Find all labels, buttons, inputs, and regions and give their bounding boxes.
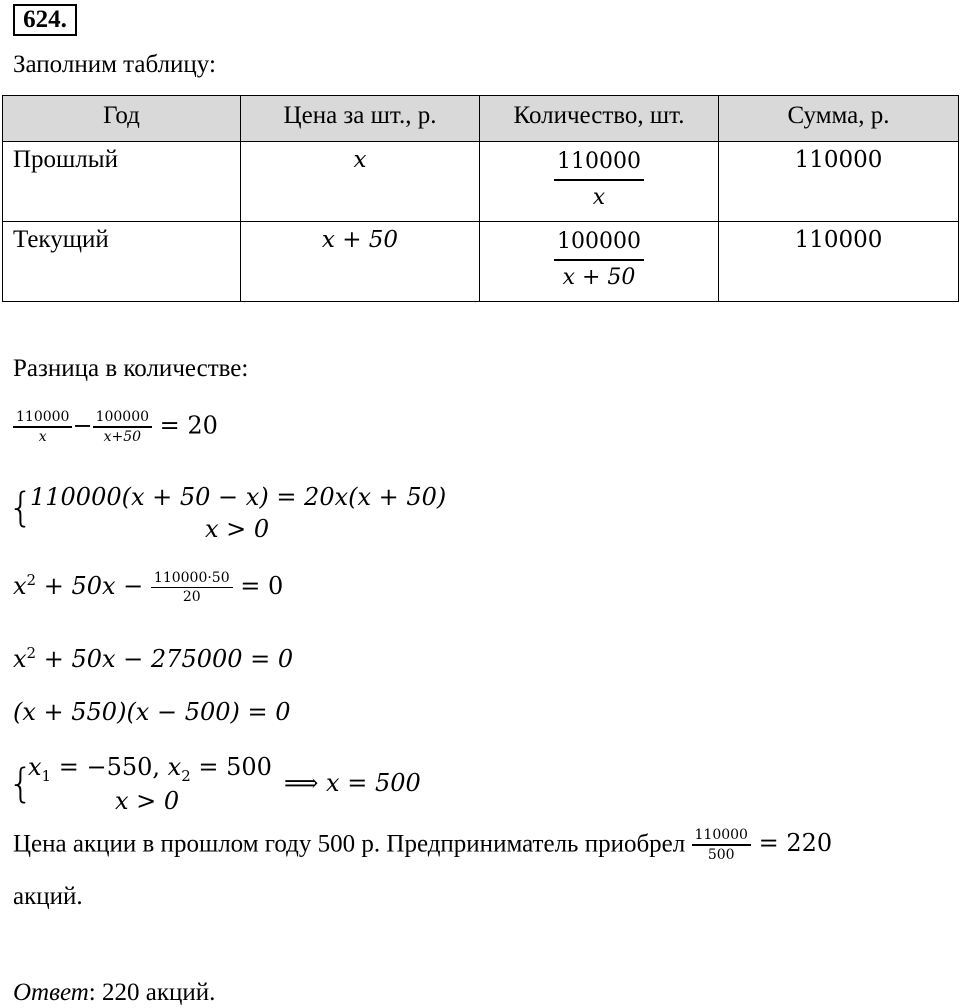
equation-1 [13,408,218,446]
answer [13,978,215,1008]
cell-price: x + 50 [241,222,480,302]
header-year: Год [3,96,241,142]
eq1-rhs: = 20 [159,411,218,440]
conclusion-line2: акций. [13,883,83,910]
eq2-rhs: = 0 [240,572,284,600]
sys2-x1: x [28,753,42,781]
qty-denominator: x + 50 [562,265,636,290]
header-quantity: Количество, шт. [480,96,719,142]
qty-numerator: 110000 [557,149,641,174]
conclusion-den: 500 [707,846,735,863]
conclusion-rhs: = 220 [758,829,833,858]
sys2-v1: = −550, [51,753,168,781]
cell-year: Текущий [3,222,241,302]
sys2-v2: = 500 [190,753,272,781]
answer-label: Ответ [13,979,89,1006]
cell-sum: 110000 [719,142,959,222]
sys2-x2: x [167,753,182,781]
cell-quantity [480,222,719,302]
equation-3 [13,638,293,674]
eq1-den1: x [38,428,47,445]
equation-4: (x + 550)(x − 500) = 0 [13,698,291,726]
conclusion-line1 [13,826,832,864]
qty-numerator: 100000 [557,229,641,254]
answer-text: : 220 акций. [88,979,216,1006]
eq1-den2: x+50 [103,428,142,445]
system1-line1: 110000(x + 50 − x) = 20x(x + 50) [30,483,447,511]
system2-line2: x > 0 [115,787,180,815]
eq1-num1: 110000 [16,409,70,425]
cell-quantity [480,142,719,222]
eq1-num2: 100000 [95,409,150,425]
table-row [3,222,959,302]
system-brace: { [8,485,34,531]
cell-sum: 110000 [719,222,959,302]
data-table [2,95,959,302]
intro-text: Заполним таблицу: [13,51,216,78]
table-header-row [3,96,959,142]
problem-number: 624. [13,4,77,36]
header-price: Цена за шт., р. [241,96,480,142]
system2-line1 [28,752,272,791]
eq3-sup: 2 [26,644,37,662]
sys2-sub2: 2 [181,766,191,785]
system1-line2: x > 0 [205,515,270,543]
system-brace: { [8,761,34,807]
qty-denominator: x [592,185,606,210]
table-row [3,142,959,222]
eq2-den: 20 [182,589,201,606]
eq2-sup: 2 [26,571,37,589]
eq2-num: 110000·50 [153,569,230,586]
cell-price: x [241,142,480,222]
eq3-rest: + 50x − 275000 = 0 [36,645,294,673]
equation-2 [13,565,283,606]
conclusion-num: 110000 [694,827,748,843]
eq2-mid: + 50x − [36,572,151,600]
eq1-minus: − [72,411,93,440]
cell-year: Прошлый [3,142,241,222]
eq2-x: x [13,572,27,600]
eq3-x: x [13,645,27,673]
sys2-sub1: 1 [41,766,52,785]
diff-label: Разница в количестве: [13,355,249,382]
system2-result: ⟹ x = 500 [284,769,421,797]
conclusion-text: Цена акции в прошлом году 500 р. Предприниматель приобрел [13,830,692,858]
header-sum: Сумма, р. [719,96,959,142]
